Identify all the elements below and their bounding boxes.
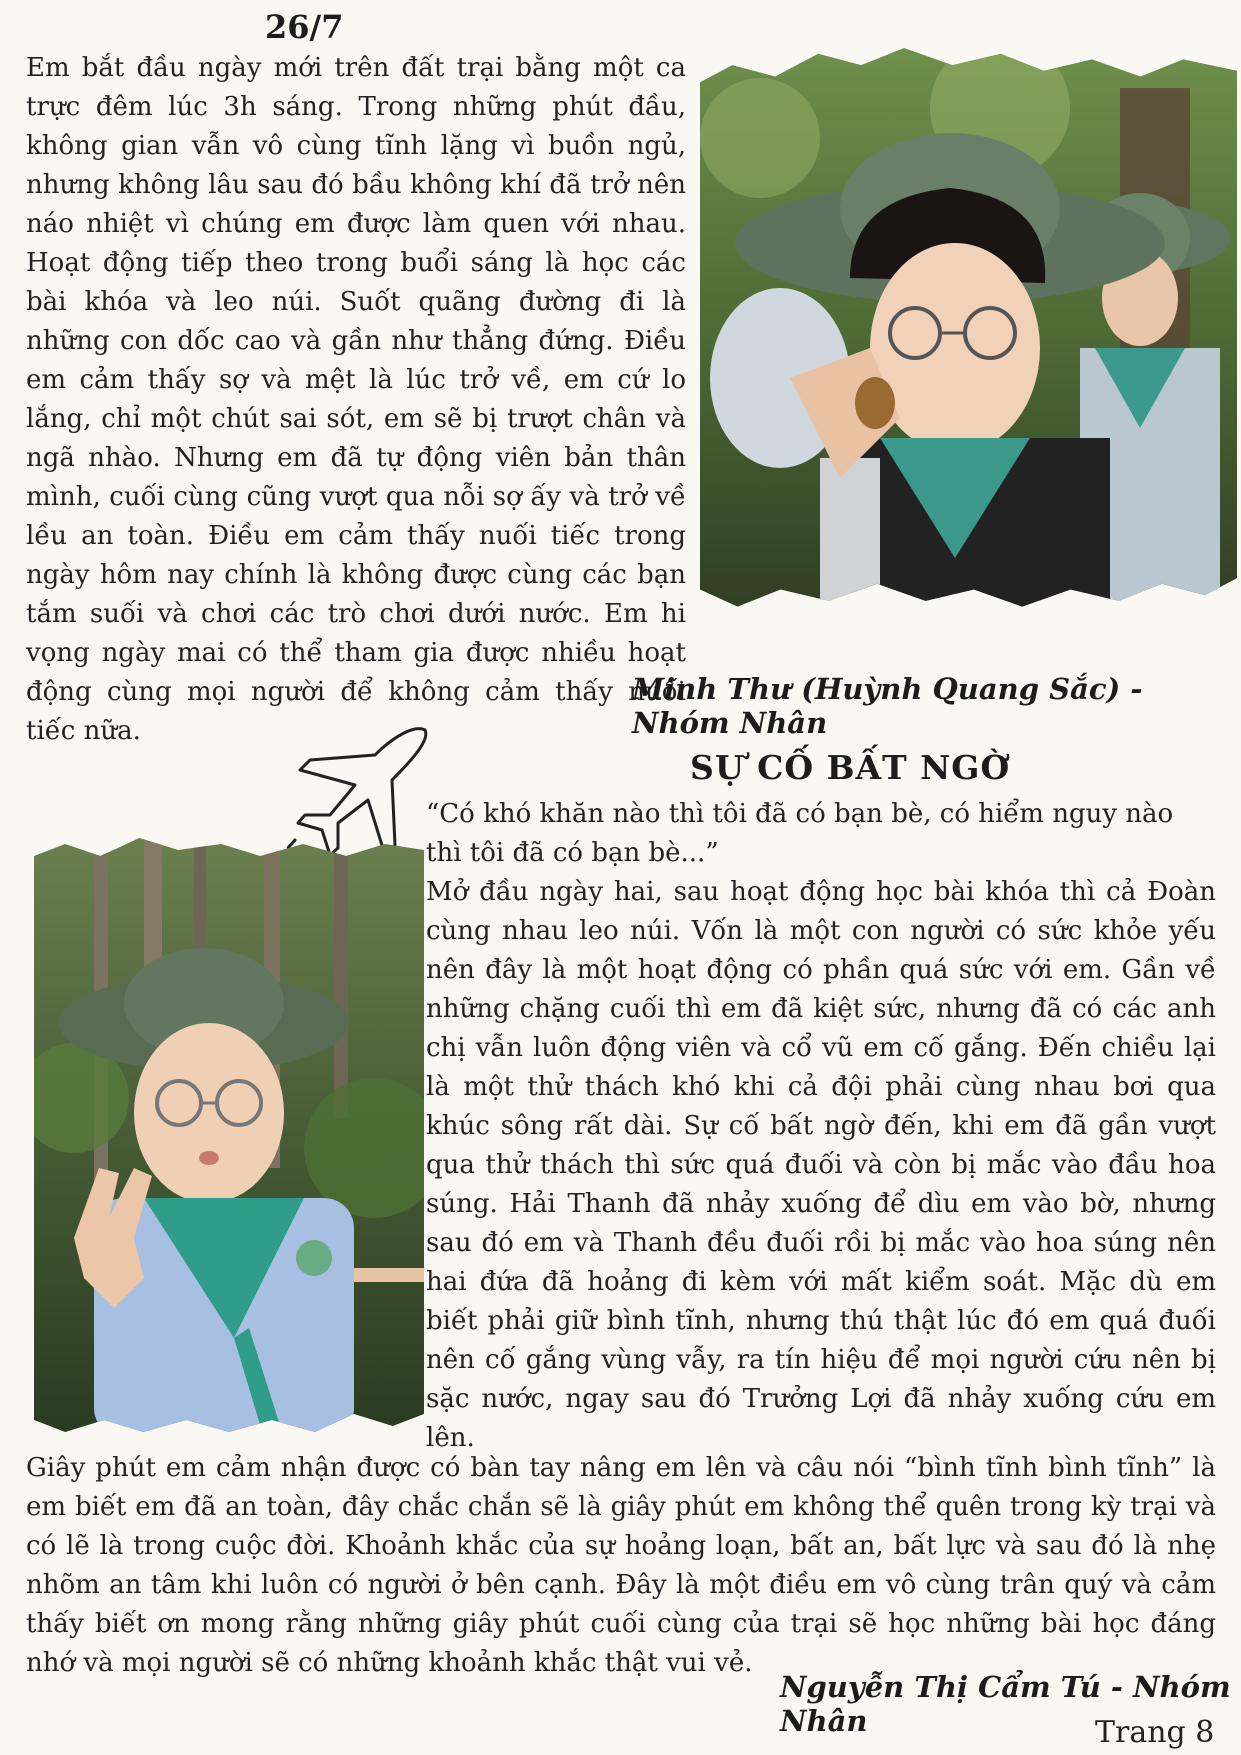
entry2-paragraph2: Giây phút em cảm nhận được có bàn tay nâng em lên và câu nói “bình tĩnh bình tĩnh” là em biết em đã an toàn, đây chắc chắn sẽ là giây phút em không thể quên trong kỳ trại và có lẽ là trong cuộc đời. Khoảnh khắc của sự hoảng loạn, bất an, bất lực và sau đó là nhẹ nhõm an tâm khi luôn có người ở bên cạnh. Đây là một điều em vô cùng trân quý và cảm thấy biết ơn mong rằng những giây phút cuối cùng của trại sẽ học những bài học đáng nhớ và mọi người sẽ có những khoảnh khắc thật vui vẻ. (26, 1453, 1216, 1678)
photo-camper-peace-sign (34, 838, 424, 1438)
entry2-paragraph: Mở đầu ngày hai, sau hoạt động học bài khóa thì cả Đoàn cùng nhau leo núi. Vốn là một con người có sức khỏe yếu nên đây là một hoạt động có phần quá sức với em. Gần về những chặng cuối thì em đã kiệt sức, nhưng đã có các anh chị vẫn luôn động viên và cổ vũ em cố gắng. Đến chiều lại là một thử thách khó khi cả đội phải cùng nhau bơi qua khúc sông rất dài. Sự cố bất ngờ đến, khi em đã gần vượt qua thử thách thì sức quá đuối và còn bị mắc vào đầu hoa súng. Hải Thanh đã nhảy xuống để dìu em vào bờ, nhưng sau đó em và Thanh đều đuối rồi bị mắc vào hoa súng nên hai đứa đã hoảng đi kèm với mất kiểm soát. Mặc dù em biết phải giữ bình tĩnh, nhưng thú thật lúc đó em quá đuối nên cố gắng vùng vẫy, ra tín hiệu để mọi người cứu nên bị sặc nước, ngay sau đó Trưởng Lợi đã nhảy xuống cứu em lên. (426, 877, 1216, 1453)
entry1-paragraph: Em bắt đầu ngày mới trên đất trại bằng một ca trực đêm lúc 3h sáng. Trong những phút đầu, không gian vẫn vô cùng tĩnh lặng vì buồn ngủ, nhưng không lâu sau đó bầu không khí đã trở nên náo nhiệt vì chúng em được làm quen với nhau. Hoạt động tiếp theo trong buổi sáng là học các bài khóa và leo núi. Suốt quãng đường đi là những con dốc cao và gần như thẳng đứng. Điều em cảm thấy sợ và mệt là lúc trở về, em cứ lo lắng, chỉ một chút sai sót, em sẽ bị trượt chân và ngã nhào. Nhưng em đã tự động viên bản thân mình, cuối cùng cũng vượt qua nỗi sợ ấy và trở về lều an toàn. Điều em cảm thấy nuối tiếc trong ngày hôm nay chính là không được cùng các bạn tắm suối và chơi các trò chơi dưới nước. Em hi vọng ngày mai có thể tham gia được nhiều hoạt động cùng mọi người để không cảm thấy nuối tiếc nữa. (26, 53, 686, 746)
photo-campers-eating (700, 48, 1237, 618)
page-number: Trang 8 (1095, 1715, 1215, 1750)
entry-date-heading: 26/7 (265, 8, 344, 46)
entry2-body (426, 795, 1216, 1458)
entry2-author: Nguyễn Thị Cẩm Tú - Nhóm Nhân (780, 1670, 1231, 1738)
entry2-title: SỰ CỐ BẤT NGỜ (690, 748, 1011, 787)
entry2-quote: “Có khó khăn nào thì tôi đã có bạn bè, có hiểm nguy nào thì tôi đã có bạn bè...” (426, 799, 1174, 868)
entry1-author: Minh Thư (Huỳnh Quang Sắc) - Nhóm Nhân (632, 672, 1143, 740)
